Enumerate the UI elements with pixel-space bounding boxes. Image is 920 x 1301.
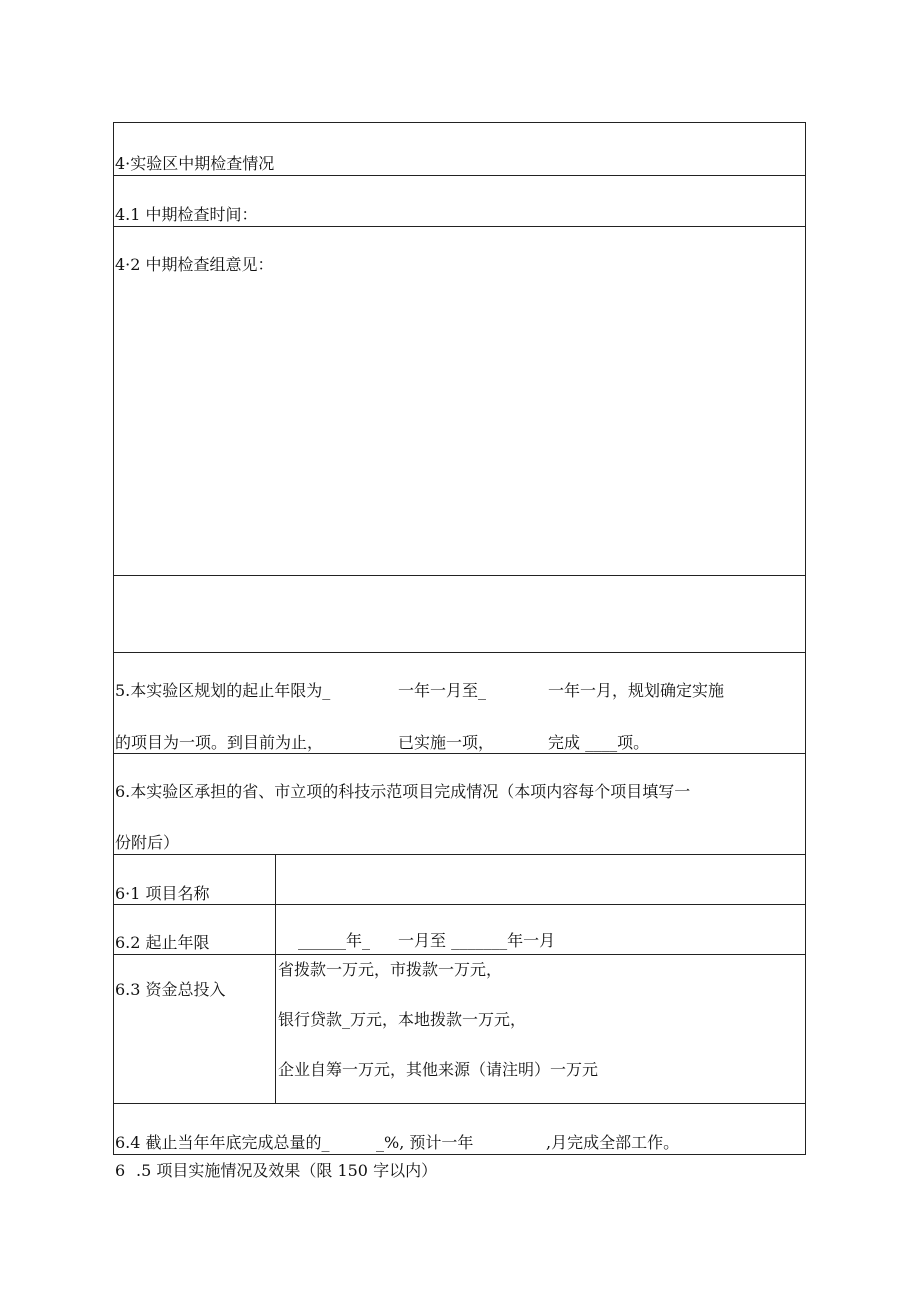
section-5-line-2b: 已实施一项， bbox=[398, 733, 495, 752]
inspection-time-label: 4.1 中期检查时间： bbox=[115, 205, 258, 224]
funding-label: 6.3 资金总投入 bbox=[115, 980, 226, 999]
table-border-top bbox=[113, 122, 806, 123]
implementation-effect-label-b: .5 项目实施情况及效果（限 150 字以内） bbox=[136, 1161, 438, 1180]
funding-line: 省拨款一万元，市拨款一万元， bbox=[278, 960, 503, 979]
label-column-divider bbox=[275, 854, 276, 1104]
section-5-line-1b: 一年一月至_ bbox=[398, 681, 487, 700]
section-6-intro-line-2: 份附后） bbox=[115, 833, 180, 852]
row-divider bbox=[113, 954, 806, 955]
project-period-label: 6.2 起止年限 bbox=[115, 933, 210, 952]
row-divider bbox=[113, 226, 806, 227]
section-6-intro-line-1: 6.本实验区承担的省、市立项的科技示范项目完成情况（本项内容每个项目填写一 bbox=[115, 782, 691, 801]
section-5-line-2a: 的项目为一项。到目前为止， bbox=[115, 733, 324, 752]
table-border-left bbox=[113, 122, 114, 1155]
row-divider bbox=[113, 904, 806, 905]
section-5-line-1c: 一年一月，规划确定实施 bbox=[548, 681, 725, 700]
funding-line: 银行贷款_万元，本地拨款一万元， bbox=[278, 1010, 527, 1029]
section-4-title: 4·实验区中期检查情况 bbox=[115, 154, 275, 173]
row-divider bbox=[113, 854, 806, 855]
row-divider bbox=[113, 175, 806, 176]
inspection-opinion-label: 4·2 中期检查组意见： bbox=[115, 255, 274, 274]
row-divider bbox=[113, 575, 806, 576]
section-5-line-2c: 完成 ____项。 bbox=[548, 733, 650, 752]
implementation-effect-label-a: 6 bbox=[115, 1161, 126, 1180]
project-name-label: 6·1 项目名称 bbox=[115, 884, 210, 903]
progress-line-c: ,月完成全部工作。 bbox=[546, 1133, 680, 1152]
progress-line-a: 6.4 截止当年年底完成总量的_ bbox=[115, 1133, 330, 1152]
project-period-value-b: 一月至 _______年一月 bbox=[398, 931, 556, 950]
section-5-line-1a: 5.本实验区规划的起止年限为_ bbox=[115, 681, 331, 700]
funding-line: 企业自筹一万元，其他来源（请注明）一万元 bbox=[278, 1060, 599, 1079]
row-divider bbox=[113, 753, 806, 754]
project-period-value-a: ______年_ bbox=[298, 931, 371, 950]
row-divider bbox=[113, 652, 806, 653]
table-border-right bbox=[805, 122, 806, 1155]
progress-line-b: _%, 预计一年 bbox=[376, 1133, 474, 1152]
row-divider bbox=[113, 1103, 806, 1104]
table-border-bottom bbox=[113, 1154, 806, 1155]
